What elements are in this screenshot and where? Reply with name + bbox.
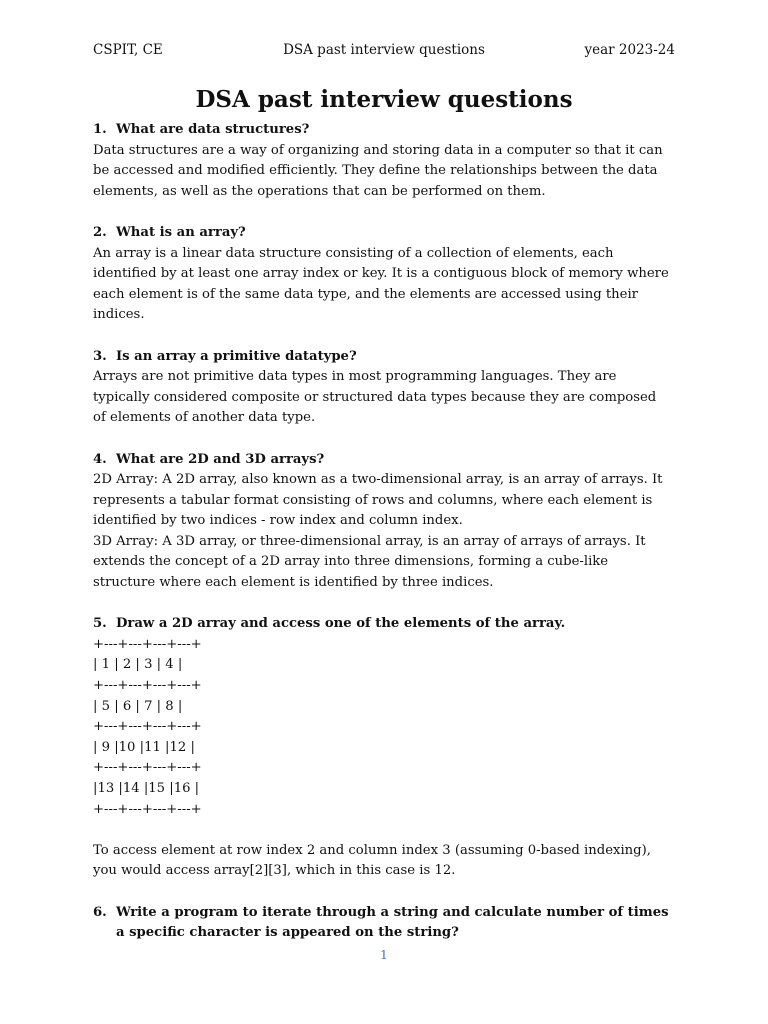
- ascii-line: | 9 |10 |11 |12 |: [93, 739, 195, 755]
- question-5: [93, 614, 673, 635]
- ascii-line: | 5 | 6 | 7 | 8 |: [93, 698, 183, 714]
- question-text: Is an array a primitive datatype?: [116, 348, 357, 364]
- answer-4-2d: 2D Array: A 2D array, also known as a two-dimensional array, is an array of arrays. It represents a tabular format consisting of rows and columns, where each element is identified by two indices - row index and column index.: [93, 472, 663, 529]
- ascii-line: |13 |14 |15 |16 |: [93, 781, 200, 796]
- document-title: DSA past interview questions: [195, 86, 573, 113]
- question-1: [93, 120, 673, 141]
- ascii-line: +---+---+---+---+: [93, 636, 202, 652]
- question-text: Write a program to iterate through a string and calculate number of times a specific character is appeared on the string?: [116, 904, 669, 941]
- ascii-line: | 1 | 2 | 3 | 4 |: [93, 657, 183, 673]
- ascii-array-diagram: [93, 635, 673, 820]
- question-number: 3.: [93, 348, 107, 364]
- answer-5: To access element at row index 2 and column index 3 (assuming 0-based indexing), you would access array[2][3], which in this case is 12.: [93, 842, 651, 879]
- ascii-line: +---+---+---+---+: [93, 801, 202, 817]
- answer-2: An array is a linear data structure consisting of a collection of elements, each identified by at least one array index or key. It is a contiguous block of memory where each element is of the same data type, and the elements are accessed using their indices.: [93, 245, 669, 323]
- document-body: [93, 120, 673, 944]
- answer-4-3d: 3D Array: A 3D array, or three-dimensional array, is an array of arrays of arrays. It extends the concept of a 2D array into three dimensions, forming a cube-like structure where each element is identified by three indices.: [93, 533, 646, 591]
- question-3: [93, 347, 673, 368]
- question-2: [93, 223, 673, 244]
- answer-1: Data structures are a way of organizing and storing data in a computer so that it can be accessed and modified efficiently. They define the relationships between the data elements, as well as the operations that can be performed on them.: [93, 142, 663, 199]
- ascii-line: +---+---+---+---+: [93, 719, 202, 735]
- question-number: 2.: [93, 224, 107, 240]
- question-text: What are 2D and 3D arrays?: [116, 451, 325, 467]
- question-4: [93, 450, 673, 471]
- ascii-line: +---+---+---+---+: [93, 678, 202, 694]
- header-center: DSA past interview questions: [283, 42, 485, 58]
- ascii-line: +---+---+---+---+: [93, 760, 202, 776]
- question-text: What are data structures?: [116, 122, 310, 137]
- header-right: year 2023-24: [584, 42, 675, 58]
- question-number: 1.: [93, 122, 107, 137]
- question-text: Draw a 2D array and access one of the elements of the array.: [116, 616, 566, 632]
- question-number: 4.: [93, 451, 107, 467]
- question-6: [93, 903, 673, 944]
- question-text: What is an array?: [116, 224, 246, 240]
- question-number: 5.: [93, 616, 107, 632]
- answer-3: Arrays are not primitive data types in most programming languages. They are typically considered composite or structured data types because they are composed of elements of another data type.: [93, 369, 657, 426]
- page-number: 1: [380, 948, 388, 962]
- header-left: CSPIT, CE: [93, 42, 163, 58]
- question-number: 6.: [93, 904, 107, 920]
- page-header: [93, 42, 675, 62]
